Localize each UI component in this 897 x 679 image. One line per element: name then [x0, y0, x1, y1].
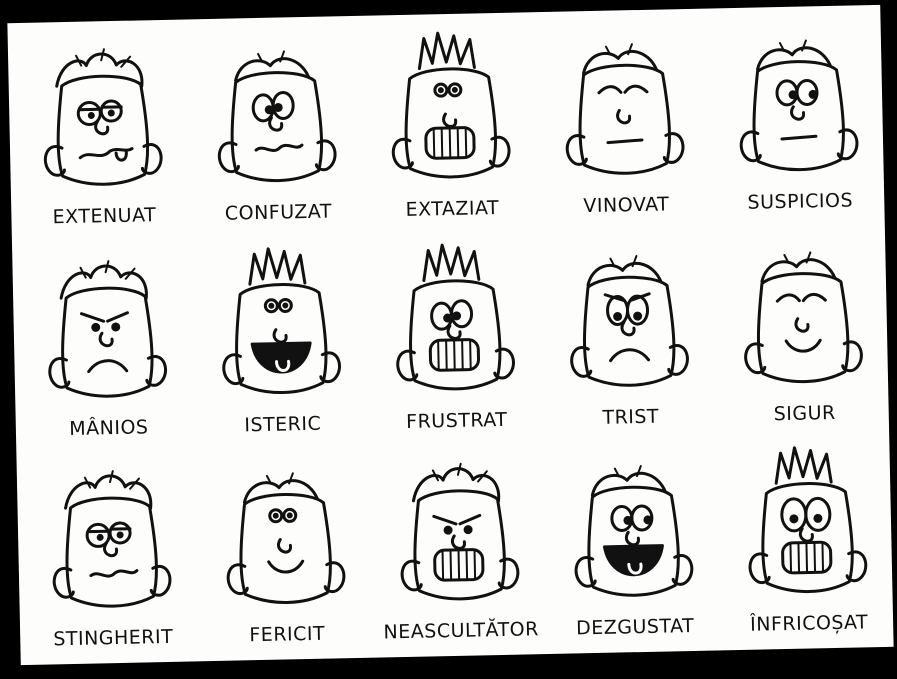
face-label: MÂNIOS: [69, 416, 149, 441]
face-card: [366, 230, 544, 444]
face-label: ISTERIC: [244, 412, 322, 437]
face-label: FERICIT: [249, 622, 326, 647]
cartoon-face-drawing: [730, 441, 883, 604]
face-card: [187, 22, 365, 236]
face-card: [535, 15, 713, 229]
face-card: [544, 436, 722, 650]
face-label: EXTENUAT: [52, 204, 157, 229]
face-card: [370, 440, 548, 654]
face-label: FRUSTRAT: [405, 408, 508, 433]
cartoon-face-drawing: [722, 19, 875, 182]
face-card: [714, 223, 892, 437]
face-label: STINGHERIT: [53, 625, 174, 651]
face-label: CONFUZAT: [224, 200, 333, 225]
face-label: VINOVAT: [583, 193, 670, 218]
face-card: [540, 226, 718, 440]
face-label: SUSPICIOS: [747, 189, 854, 214]
cartoon-face-drawing: [35, 456, 188, 619]
face-label: TRIST: [602, 405, 660, 429]
face-label: NEASCULTĂTOR: [383, 618, 540, 644]
cartoon-face-drawing: [378, 238, 531, 401]
face-label: DEZGUSTAT: [575, 614, 695, 640]
cartoon-face-drawing: [382, 448, 535, 611]
cartoon-face-drawing: [200, 30, 353, 193]
cartoon-face-drawing: [374, 26, 527, 189]
face-label: SIGUR: [773, 401, 836, 426]
cartoon-face-drawing: [556, 445, 709, 608]
face-card: [709, 11, 887, 225]
face-card: [361, 18, 539, 232]
cartoon-face-drawing: [208, 452, 361, 615]
cartoon-face-drawing: [726, 231, 879, 394]
emotion-faces-sheet: [7, 5, 893, 665]
cartoon-face-drawing: [30, 246, 183, 409]
face-card: [718, 433, 896, 647]
face-card: [192, 234, 370, 448]
cartoon-face-drawing: [552, 235, 705, 398]
face-card: [22, 447, 200, 661]
face-card: [196, 444, 374, 658]
cartoon-face-drawing: [548, 23, 701, 186]
face-card: [13, 25, 191, 239]
cartoon-face-drawing: [204, 242, 357, 405]
cartoon-face-drawing: [26, 34, 179, 197]
face-label: ÎNFRICOȘAT: [749, 611, 869, 636]
face-label: EXTAZIAT: [405, 196, 500, 221]
face-card: [18, 237, 196, 451]
